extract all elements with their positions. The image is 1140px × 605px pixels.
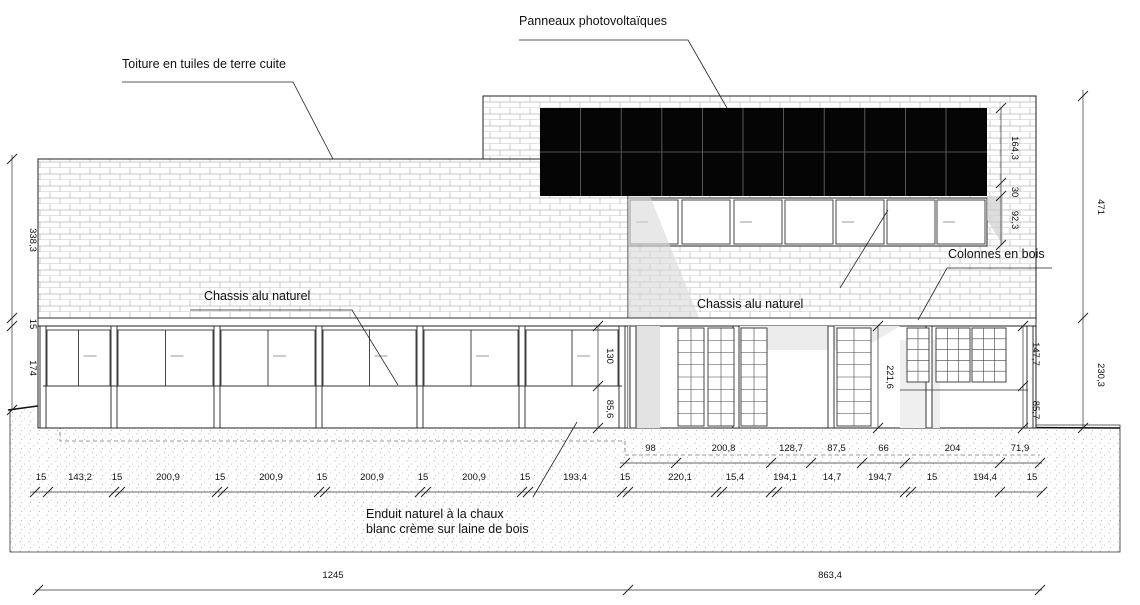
upper-window-pane <box>682 200 730 244</box>
leader-roof <box>122 82 333 159</box>
hdim-lower-value: 15 <box>619 472 631 483</box>
vdim-left-roof: 338,3 <box>27 228 38 252</box>
upper-window-pane <box>785 200 833 244</box>
vdim-right-total: 471 <box>1095 199 1106 215</box>
pv-panel-array <box>540 108 987 196</box>
hdim-lower-value: 15 <box>214 472 226 483</box>
hdim-lower-value: 194,7 <box>868 472 892 483</box>
hdim-lower-value: 15 <box>316 472 328 483</box>
label-roof-tiles: Toiture en tuiles de terre cuite <box>122 57 286 71</box>
hdim-lower-value: 15 <box>519 472 531 483</box>
vdim-left-window: 130 <box>604 348 615 364</box>
hdim-lower-value: 200,9 <box>462 472 486 483</box>
hdim-lower-value: 15 <box>926 472 938 483</box>
vdim-gap: 30 <box>1009 186 1020 198</box>
wood-column <box>214 326 220 428</box>
hdim-lower-value: 193,4 <box>563 472 587 483</box>
vdim-left-band: 15 <box>27 318 38 330</box>
label-chassis-left: Chassis alu naturel <box>204 289 311 303</box>
hdim-upper-value: 71,9 <box>1010 443 1030 454</box>
hdim-lower-value: 15 <box>111 472 123 483</box>
hdim-lower-value: 194,4 <box>973 472 997 483</box>
wood-column <box>111 326 117 428</box>
upper-window-pane <box>887 200 935 244</box>
label-plaster-line2: blanc crème sur laine de bois <box>366 522 529 536</box>
label-plaster-line1: Enduit naturel à la chaux <box>366 507 504 521</box>
vdim-left-base: 85,6 <box>604 399 615 419</box>
hdim-lower-value: 15,4 <box>725 472 745 483</box>
wood-column <box>619 326 625 428</box>
vdim-right-lower-total: 230,3 <box>1095 363 1106 387</box>
hdim-upper-value: 66 <box>878 443 889 454</box>
hdim-lower-value: 14,7 <box>822 472 842 483</box>
left-roof <box>38 159 628 320</box>
hdim-lower-value: 143,2 <box>68 472 92 483</box>
wood-column <box>630 326 636 428</box>
hdim-upper-value: 128,7 <box>779 443 803 454</box>
vdim-upper-window: 92,3 <box>1009 210 1020 230</box>
hdim-total-right: 863,4 <box>818 570 842 581</box>
door-leaf <box>972 328 1006 382</box>
wood-column <box>519 326 525 428</box>
hdim-total-left: 1245 <box>322 570 344 581</box>
upper-windows <box>628 198 987 246</box>
hdim-lower-value: 15 <box>35 472 47 483</box>
hdim-lower-value: 200,9 <box>360 472 384 483</box>
hdim-lower-value: 220,1 <box>668 472 692 483</box>
vdim-right-base: 85,7 <box>1030 400 1041 420</box>
hdim-lower-value: 15 <box>417 472 429 483</box>
door-leaf <box>936 328 970 382</box>
wood-column <box>417 326 423 428</box>
wood-column <box>316 326 322 428</box>
hdim-lower-value: 200,9 <box>259 472 283 483</box>
hdim-lower-value: 200,9 <box>156 472 180 483</box>
hdim-upper-value: 87,5 <box>827 443 846 454</box>
vdim-left-lower: 174 <box>27 360 38 376</box>
wood-column <box>828 326 834 428</box>
label-wood-columns: Colonnes en bois <box>948 247 1045 261</box>
hdim-upper-value: 204 <box>944 443 961 454</box>
vdim-right-window: 147,7 <box>1030 342 1041 366</box>
wood-column <box>40 326 46 428</box>
hdim-lower-value: 194,1 <box>773 472 797 483</box>
hdim-upper-value: 98 <box>645 443 656 454</box>
vdim-pv: 164,3 <box>1009 136 1020 160</box>
vdim-door: 221,6 <box>884 365 895 389</box>
hdim-lower-value: 15 <box>1026 472 1038 483</box>
hdim-upper-value: 200,8 <box>711 443 736 454</box>
label-chassis-right: Chassis alu naturel <box>697 297 804 311</box>
lintel-band <box>38 318 1036 326</box>
label-pv-panels: Panneaux photovoltaïques <box>519 14 668 28</box>
